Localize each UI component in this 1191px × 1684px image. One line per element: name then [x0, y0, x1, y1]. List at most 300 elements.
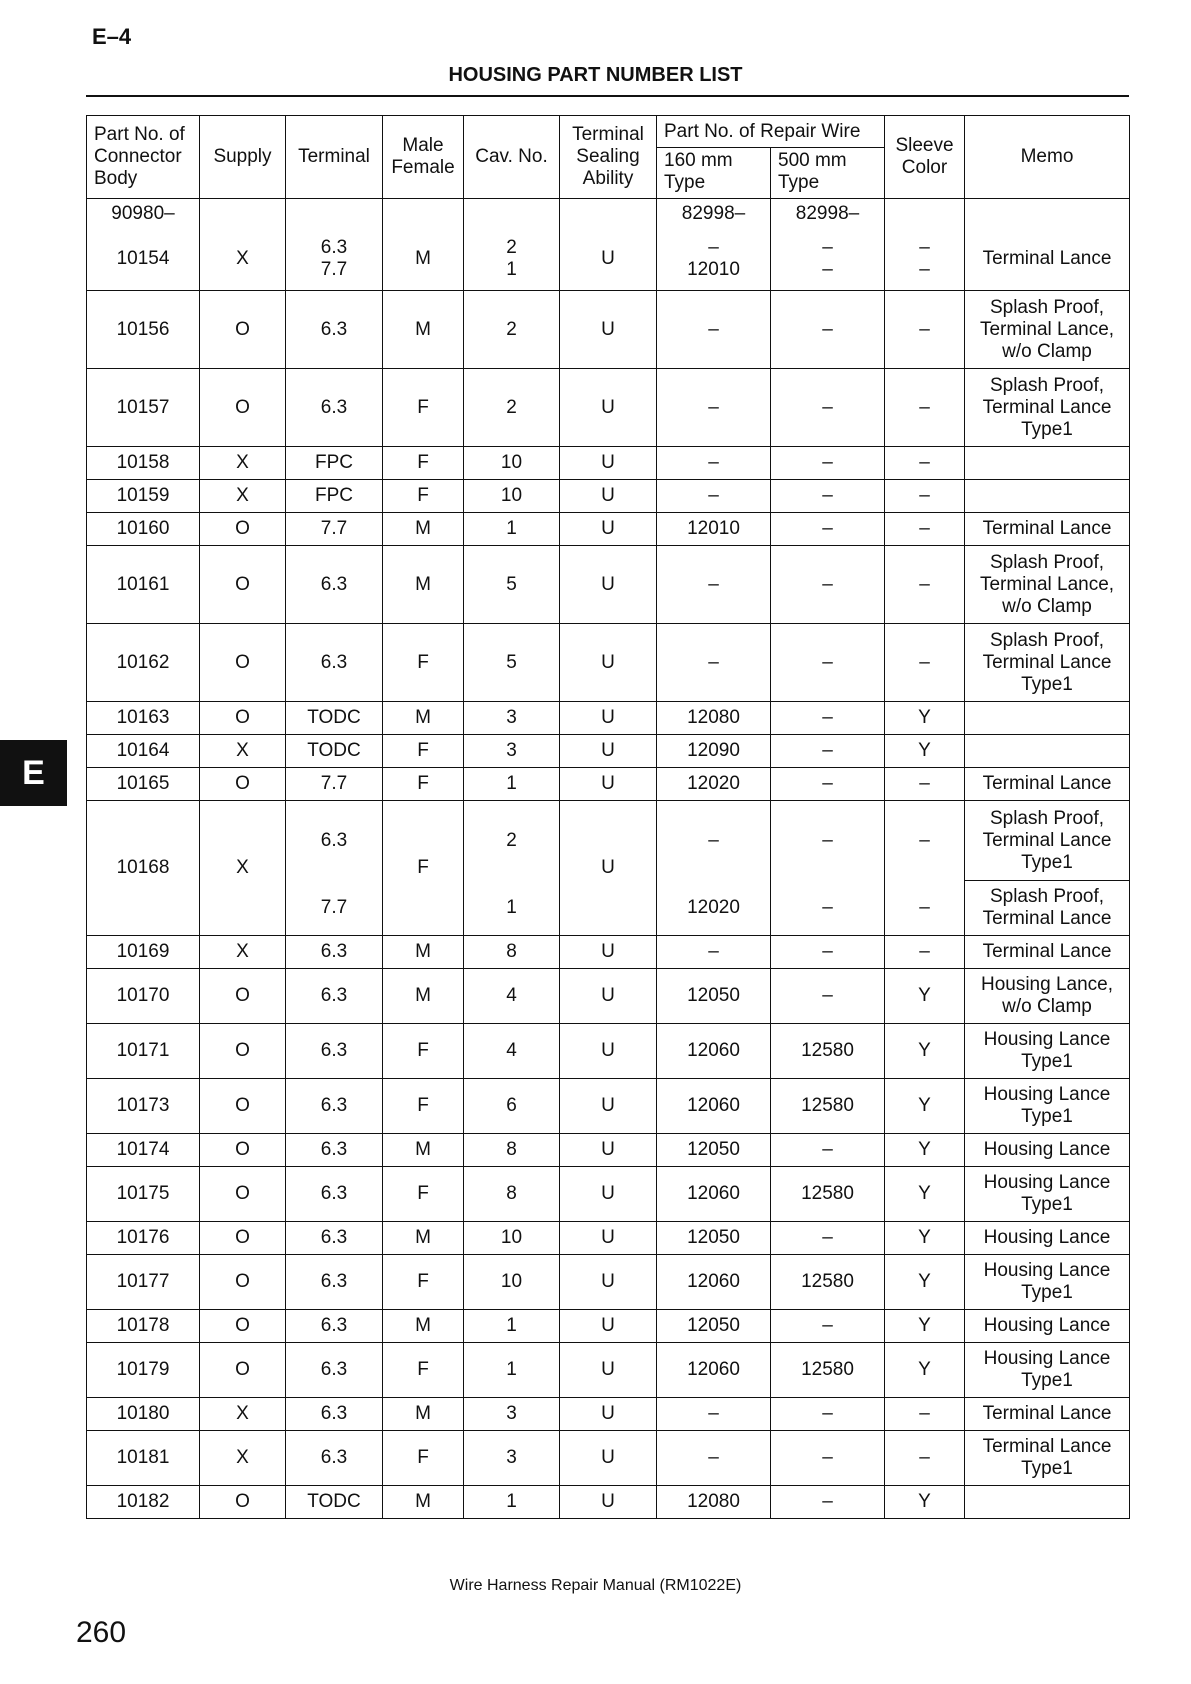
- terminal-cell: 6.3: [286, 1255, 383, 1310]
- empty-cell: [464, 199, 560, 229]
- table-row: [87, 1134, 1130, 1167]
- sleeve-value: –: [919, 237, 930, 259]
- memo-cell: Terminal Lance: [965, 229, 1130, 291]
- sleeve-cell: Y: [885, 735, 965, 768]
- supply-cell: X: [200, 735, 286, 768]
- male-female-cell: M: [383, 229, 464, 291]
- sleeve-cell: –: [885, 480, 965, 513]
- cav-cell: 8: [464, 1167, 560, 1222]
- memo-cell: Housing Lance Type1: [965, 1255, 1130, 1310]
- header-terminal: Terminal: [286, 116, 383, 199]
- sleeve-cell: –: [885, 1431, 965, 1486]
- table-row: [87, 1024, 1130, 1079]
- sealing-cell: U: [560, 1134, 657, 1167]
- supply-cell: O: [200, 768, 286, 801]
- header-500mm: 500 mm Type: [771, 148, 885, 199]
- wire160-cell: –: [657, 801, 771, 881]
- header-sleeve-color: Sleeve Color: [885, 116, 965, 199]
- sleeve-cell: –: [885, 447, 965, 480]
- cav-cell: 3: [464, 1431, 560, 1486]
- split-cell: [657, 237, 770, 281]
- part-cell: 10154: [87, 229, 200, 291]
- wire500-cell: 12580: [771, 1255, 885, 1310]
- cav-cell: 3: [464, 1398, 560, 1431]
- sleeve-cell: –: [885, 768, 965, 801]
- table-row: [87, 702, 1130, 735]
- memo-cell: Housing Lance: [965, 1310, 1130, 1343]
- wire500-cell: [771, 229, 885, 291]
- wire500-cell: –: [771, 1398, 885, 1431]
- sealing-cell: U: [560, 801, 657, 936]
- terminal-cell: 6.3: [286, 1222, 383, 1255]
- supply-cell: O: [200, 1255, 286, 1310]
- cav-cell: 1: [464, 1310, 560, 1343]
- supply-cell: O: [200, 1079, 286, 1134]
- sealing-cell: U: [560, 1431, 657, 1486]
- memo-cell: Housing Lance: [965, 1134, 1130, 1167]
- cav-cell: 4: [464, 969, 560, 1024]
- male-female-cell: M: [383, 1134, 464, 1167]
- wire500-cell: –: [771, 624, 885, 702]
- memo-cell: [965, 447, 1130, 480]
- wire500-cell: –: [771, 291, 885, 369]
- split-cell: [885, 237, 964, 281]
- cav-cell: 8: [464, 1134, 560, 1167]
- header-male-female: Male Female: [383, 116, 464, 199]
- header-160mm: 160 mm Type: [657, 148, 771, 199]
- supply-cell: O: [200, 1134, 286, 1167]
- sealing-cell: U: [560, 1398, 657, 1431]
- male-female-cell: M: [383, 1222, 464, 1255]
- sleeve-cell: –: [885, 291, 965, 369]
- supply-cell: X: [200, 447, 286, 480]
- table-row-10168-upper: [87, 801, 1130, 881]
- male-female-cell: F: [383, 801, 464, 936]
- supply-cell: O: [200, 1343, 286, 1398]
- empty-cell: [200, 199, 286, 229]
- part-cell: 10176: [87, 1222, 200, 1255]
- header-repair-wire: Part No. of Repair Wire: [657, 116, 885, 148]
- header-memo: Memo: [965, 116, 1130, 199]
- part-cell: 10159: [87, 480, 200, 513]
- supply-cell: O: [200, 513, 286, 546]
- table-row: [87, 447, 1130, 480]
- sleeve-cell: –: [885, 881, 965, 936]
- cav-cell: [464, 229, 560, 291]
- wire160-cell: 12020: [657, 768, 771, 801]
- terminal-cell: [286, 229, 383, 291]
- table-body: [87, 199, 1130, 1519]
- wire500-cell: –: [771, 1134, 885, 1167]
- part-cell: 10171: [87, 1024, 200, 1079]
- part-cell: 10169: [87, 936, 200, 969]
- sleeve-cell: –: [885, 369, 965, 447]
- part-cell: 10170: [87, 969, 200, 1024]
- cav-value: 2: [506, 237, 517, 259]
- wire160-value: –: [708, 237, 719, 259]
- wire500-cell: –: [771, 702, 885, 735]
- terminal-cell: TODC: [286, 702, 383, 735]
- terminal-cell: 6.3: [286, 1079, 383, 1134]
- empty-cell: [383, 199, 464, 229]
- wire160-cell: –: [657, 1431, 771, 1486]
- wire160-cell: –: [657, 546, 771, 624]
- table-row: [87, 1398, 1130, 1431]
- sealing-cell: U: [560, 447, 657, 480]
- cav-cell: 3: [464, 702, 560, 735]
- wire160-cell: 12080: [657, 1486, 771, 1519]
- wire160-cell: 12050: [657, 1222, 771, 1255]
- male-female-cell: F: [383, 624, 464, 702]
- cav-cell: 1: [464, 1486, 560, 1519]
- wire160-cell: 12060: [657, 1343, 771, 1398]
- sealing-cell: U: [560, 735, 657, 768]
- memo-cell: Terminal Lance Type1: [965, 1431, 1130, 1486]
- wire500-cell: –: [771, 1486, 885, 1519]
- terminal-cell: 7.7: [286, 513, 383, 546]
- cav-cell: 2: [464, 291, 560, 369]
- male-female-cell: M: [383, 1310, 464, 1343]
- memo-cell: Splash Proof, Terminal Lance, w/o Clamp: [965, 291, 1130, 369]
- wire160-cell: 12060: [657, 1255, 771, 1310]
- wire500-cell: –: [771, 1310, 885, 1343]
- supply-cell: X: [200, 229, 286, 291]
- wire500-cell: –: [771, 881, 885, 936]
- cav-cell: 1: [464, 513, 560, 546]
- supply-cell: O: [200, 1167, 286, 1222]
- sealing-cell: U: [560, 768, 657, 801]
- male-female-cell: M: [383, 702, 464, 735]
- memo-cell: Housing Lance: [965, 1222, 1130, 1255]
- wire500-cell: –: [771, 480, 885, 513]
- terminal-cell: 6.3: [286, 369, 383, 447]
- wire500-value: –: [822, 259, 833, 281]
- cav-cell: 10: [464, 1255, 560, 1310]
- table-row: [87, 1431, 1130, 1486]
- part-cell: 10164: [87, 735, 200, 768]
- sealing-cell: U: [560, 513, 657, 546]
- supply-cell: O: [200, 1486, 286, 1519]
- part-cell: 10162: [87, 624, 200, 702]
- wire160-cell: 12060: [657, 1079, 771, 1134]
- terminal-value: 7.7: [320, 259, 348, 281]
- part-cell: 10163: [87, 702, 200, 735]
- split-cell: [286, 237, 382, 281]
- supply-cell: O: [200, 702, 286, 735]
- sealing-cell: U: [560, 1486, 657, 1519]
- sealing-cell: U: [560, 969, 657, 1024]
- part-cell: 10175: [87, 1167, 200, 1222]
- header-sealing: Terminal Sealing Ability: [560, 116, 657, 199]
- sleeve-value: –: [919, 259, 930, 281]
- part-cell: 10182: [87, 1486, 200, 1519]
- sealing-cell: U: [560, 1310, 657, 1343]
- sleeve-cell: Y: [885, 1024, 965, 1079]
- wire500-value: –: [822, 237, 833, 259]
- wire500-cell: 12580: [771, 1167, 885, 1222]
- table-row-10154: [87, 229, 1130, 291]
- empty-cell: [885, 199, 965, 229]
- wire160-cell: –: [657, 369, 771, 447]
- male-female-cell: F: [383, 1079, 464, 1134]
- cav-cell: 10: [464, 447, 560, 480]
- part-cell: 10158: [87, 447, 200, 480]
- table-row: [87, 480, 1130, 513]
- sealing-cell: U: [560, 1167, 657, 1222]
- cav-cell: 4: [464, 1024, 560, 1079]
- memo-cell: [965, 480, 1130, 513]
- memo-cell: Splash Proof, Terminal Lance Type1: [965, 624, 1130, 702]
- cav-cell: 3: [464, 735, 560, 768]
- supply-cell: O: [200, 546, 286, 624]
- terminal-cell: 6.3: [286, 1310, 383, 1343]
- male-female-cell: F: [383, 1255, 464, 1310]
- cav-cell: 8: [464, 936, 560, 969]
- wire160-cell: –: [657, 1398, 771, 1431]
- male-female-cell: F: [383, 768, 464, 801]
- header-part-no: Part No. of Connector Body: [87, 116, 200, 199]
- header-cav-no: Cav. No.: [464, 116, 560, 199]
- table-row-prefix: [87, 199, 1130, 229]
- male-female-cell: M: [383, 1398, 464, 1431]
- table-row: [87, 369, 1130, 447]
- wire160-cell: –: [657, 480, 771, 513]
- male-female-cell: M: [383, 1486, 464, 1519]
- housing-part-table: [86, 115, 1130, 1519]
- cav-cell: 10: [464, 1222, 560, 1255]
- terminal-cell: 7.7: [286, 768, 383, 801]
- sleeve-cell: Y: [885, 1310, 965, 1343]
- wire500-cell: 12580: [771, 1024, 885, 1079]
- wire500-cell: –: [771, 735, 885, 768]
- sleeve-cell: –: [885, 1398, 965, 1431]
- wire160-cell: –: [657, 624, 771, 702]
- sealing-cell: U: [560, 1079, 657, 1134]
- sleeve-cell: Y: [885, 702, 965, 735]
- table-row: [87, 1222, 1130, 1255]
- sealing-cell: U: [560, 1255, 657, 1310]
- male-female-cell: F: [383, 1343, 464, 1398]
- sleeve-cell: –: [885, 624, 965, 702]
- terminal-cell: 6.3: [286, 1167, 383, 1222]
- supply-cell: O: [200, 291, 286, 369]
- sealing-cell: U: [560, 936, 657, 969]
- sealing-cell: U: [560, 624, 657, 702]
- wire160-prefix-cell: 82998–: [657, 199, 771, 229]
- male-female-cell: F: [383, 1431, 464, 1486]
- terminal-cell: 7.7: [286, 881, 383, 936]
- terminal-cell: 6.3: [286, 936, 383, 969]
- memo-cell: Terminal Lance: [965, 768, 1130, 801]
- part-cell: 10157: [87, 369, 200, 447]
- memo-cell: [965, 735, 1130, 768]
- footer-manual-title: Wire Harness Repair Manual (RM1022E): [449, 1577, 742, 1594]
- male-female-cell: F: [383, 1167, 464, 1222]
- supply-cell: X: [200, 1398, 286, 1431]
- memo-cell: Splash Proof, Terminal Lance Type1: [965, 801, 1130, 881]
- table-row: [87, 936, 1130, 969]
- sleeve-cell: Y: [885, 1134, 965, 1167]
- empty-cell: [286, 199, 383, 229]
- supply-cell: X: [200, 1431, 286, 1486]
- wire500-cell: –: [771, 369, 885, 447]
- part-cell: 10156: [87, 291, 200, 369]
- title-divider: [86, 95, 1129, 97]
- terminal-cell: 6.3: [286, 801, 383, 881]
- table-header: [87, 116, 1130, 199]
- terminal-cell: 6.3: [286, 1431, 383, 1486]
- table-row: [87, 1079, 1130, 1134]
- memo-cell: Housing Lance Type1: [965, 1024, 1130, 1079]
- table-row: [87, 1343, 1130, 1398]
- terminal-cell: TODC: [286, 735, 383, 768]
- empty-cell: [965, 199, 1130, 229]
- memo-cell: Splash Proof, Terminal Lance, w/o Clamp: [965, 546, 1130, 624]
- wire160-cell: 12050: [657, 969, 771, 1024]
- wire500-cell: 12580: [771, 1079, 885, 1134]
- wire500-cell: –: [771, 936, 885, 969]
- part-cell: 10177: [87, 1255, 200, 1310]
- wire160-cell: –: [657, 447, 771, 480]
- cav-cell: 1: [464, 881, 560, 936]
- terminal-cell: 6.3: [286, 291, 383, 369]
- part-cell: 10179: [87, 1343, 200, 1398]
- male-female-cell: M: [383, 969, 464, 1024]
- part-cell: 10181: [87, 1431, 200, 1486]
- sealing-cell: U: [560, 1222, 657, 1255]
- terminal-cell: 6.3: [286, 1024, 383, 1079]
- part-cell: 10160: [87, 513, 200, 546]
- wire500-cell: –: [771, 801, 885, 881]
- split-cell: [771, 237, 884, 281]
- part-cell: 10174: [87, 1134, 200, 1167]
- wire160-cell: –: [657, 936, 771, 969]
- male-female-cell: F: [383, 480, 464, 513]
- terminal-cell: FPC: [286, 480, 383, 513]
- terminal-cell: 6.3: [286, 1134, 383, 1167]
- table-row: [87, 768, 1130, 801]
- memo-cell: Housing Lance Type1: [965, 1343, 1130, 1398]
- sleeve-cell: Y: [885, 1255, 965, 1310]
- memo-cell: Housing Lance Type1: [965, 1079, 1130, 1134]
- memo-cell: [965, 702, 1130, 735]
- memo-cell: [965, 1486, 1130, 1519]
- sleeve-cell: Y: [885, 1486, 965, 1519]
- sealing-cell: U: [560, 546, 657, 624]
- part-cell: 10173: [87, 1079, 200, 1134]
- memo-cell: Housing Lance Type1: [965, 1167, 1130, 1222]
- cav-cell: 5: [464, 546, 560, 624]
- male-female-cell: M: [383, 513, 464, 546]
- memo-cell: Terminal Lance: [965, 513, 1130, 546]
- wire160-cell: 12050: [657, 1310, 771, 1343]
- terminal-cell: 6.3: [286, 1343, 383, 1398]
- memo-cell: Terminal Lance: [965, 1398, 1130, 1431]
- header-supply: Supply: [200, 116, 286, 199]
- terminal-cell: 6.3: [286, 546, 383, 624]
- male-female-cell: F: [383, 1024, 464, 1079]
- wire160-cell: 12020: [657, 881, 771, 936]
- wire500-cell: 12580: [771, 1343, 885, 1398]
- supply-cell: X: [200, 936, 286, 969]
- empty-cell: [560, 199, 657, 229]
- wire500-cell: –: [771, 513, 885, 546]
- male-female-cell: F: [383, 369, 464, 447]
- cav-cell: 2: [464, 801, 560, 881]
- sealing-cell: U: [560, 229, 657, 291]
- male-female-cell: F: [383, 735, 464, 768]
- wire160-cell: –: [657, 291, 771, 369]
- page-number: 260: [76, 1616, 127, 1649]
- sleeve-cell: [885, 229, 965, 291]
- table-row: [87, 1486, 1130, 1519]
- sleeve-cell: –: [885, 513, 965, 546]
- terminal-cell: TODC: [286, 1486, 383, 1519]
- wire160-cell: 12010: [657, 513, 771, 546]
- cav-cell: 1: [464, 768, 560, 801]
- wire160-cell: [657, 229, 771, 291]
- table-row: [87, 291, 1130, 369]
- cav-value: 1: [506, 259, 517, 281]
- cav-cell: 10: [464, 480, 560, 513]
- wire160-cell: 12090: [657, 735, 771, 768]
- sleeve-cell: Y: [885, 1167, 965, 1222]
- table-row: [87, 1310, 1130, 1343]
- wire500-cell: –: [771, 447, 885, 480]
- terminal-cell: 6.3: [286, 624, 383, 702]
- sleeve-cell: –: [885, 546, 965, 624]
- sealing-cell: U: [560, 291, 657, 369]
- split-cell: [464, 237, 559, 281]
- table-row: [87, 1167, 1130, 1222]
- sealing-cell: U: [560, 702, 657, 735]
- cav-cell: 6: [464, 1079, 560, 1134]
- sleeve-cell: Y: [885, 1343, 965, 1398]
- sleeve-cell: –: [885, 801, 965, 881]
- wire500-cell: –: [771, 1431, 885, 1486]
- memo-cell: Splash Proof, Terminal Lance: [965, 881, 1130, 936]
- table-row: [87, 735, 1130, 768]
- terminal-cell: 6.3: [286, 969, 383, 1024]
- male-female-cell: M: [383, 546, 464, 624]
- terminal-cell: 6.3: [286, 1398, 383, 1431]
- sealing-cell: U: [560, 1024, 657, 1079]
- table-row: [87, 969, 1130, 1024]
- wire500-cell: –: [771, 1222, 885, 1255]
- supply-cell: O: [200, 1222, 286, 1255]
- part-cell: 10168: [87, 801, 200, 936]
- table-row: [87, 624, 1130, 702]
- table-row: [87, 513, 1130, 546]
- sleeve-cell: Y: [885, 969, 965, 1024]
- page-code: E–4: [92, 24, 132, 49]
- wire500-cell: –: [771, 969, 885, 1024]
- male-female-cell: M: [383, 291, 464, 369]
- cav-cell: 5: [464, 624, 560, 702]
- part-cell: 10165: [87, 768, 200, 801]
- sleeve-cell: Y: [885, 1222, 965, 1255]
- table-row: [87, 546, 1130, 624]
- supply-cell: O: [200, 624, 286, 702]
- page-title: HOUSING PART NUMBER LIST: [448, 64, 743, 86]
- wire160-value: 12010: [687, 259, 740, 281]
- sleeve-cell: Y: [885, 1079, 965, 1134]
- memo-cell: Terminal Lance: [965, 936, 1130, 969]
- table-row: [87, 1255, 1130, 1310]
- terminal-value: 6.3: [320, 237, 348, 259]
- wire160-cell: 12080: [657, 702, 771, 735]
- supply-cell: O: [200, 369, 286, 447]
